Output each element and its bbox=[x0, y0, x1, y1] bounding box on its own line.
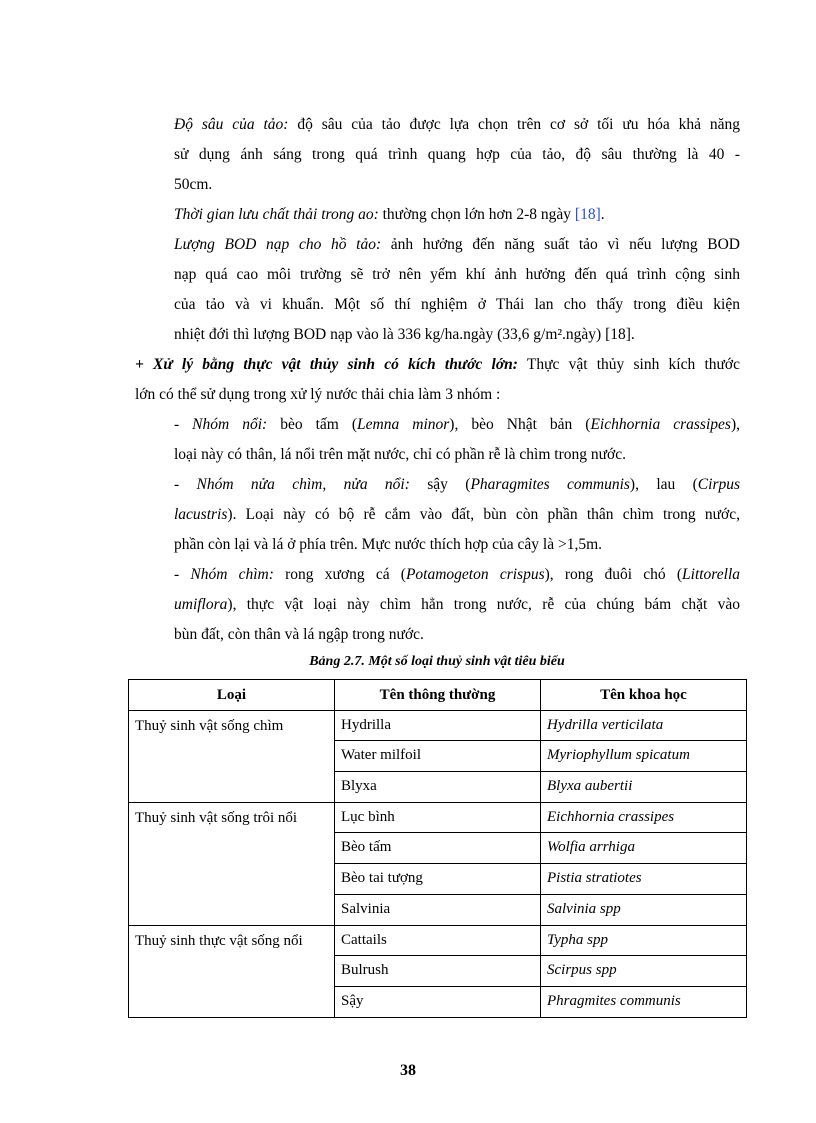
semi-group-line-3: phần còn lại và lá ở phía trên. Mực nước thích hợp của cây là >1,5m. bbox=[174, 536, 603, 553]
table-row bbox=[129, 925, 747, 956]
table-row bbox=[129, 710, 747, 741]
scientific-name-cell: Myriophyllum spicatum bbox=[541, 741, 747, 772]
table-row bbox=[129, 802, 747, 833]
depth-label: Độ sâu của tảo: bbox=[174, 116, 289, 133]
scientific-name-cell: Eichhornia crassipes bbox=[541, 802, 747, 833]
scientific-name-cell: Hydrilla verticilata bbox=[541, 710, 747, 741]
paragraph-retention-time: Thời gian lưu chất thải trong ao: thường chọn lớn hơn 2-8 ngày [18]. bbox=[174, 206, 605, 223]
paragraph-depth-line-1: Độ sâu của tảo: độ sâu của tảo được lựa chọn trên cơ sở tối ưu hóa khả năng bbox=[174, 116, 741, 133]
group-cell-floating: Thuỷ sinh vật sống trôi nổi bbox=[129, 802, 335, 925]
common-name-cell: Blyxa bbox=[335, 772, 541, 803]
common-name-cell: Bèo tấm bbox=[335, 833, 541, 864]
scientific-name-cell: Wolfia arrhiga bbox=[541, 833, 747, 864]
scientific-name-cell: Pistia stratiotes bbox=[541, 864, 747, 895]
macrophyte-heading: + Xử lý bằng thực vật thủy sinh có kích thước lớn: bbox=[135, 356, 518, 373]
scientific-name-cell: Blyxa aubertii bbox=[541, 772, 747, 803]
common-name-cell: Cattails bbox=[335, 925, 541, 956]
header-type: Loại bbox=[129, 680, 335, 711]
group-cell-submerged: Thuỷ sinh vật sống chìm bbox=[129, 710, 335, 802]
floating-group-line-2: loại này có thân, lá nổi trên mặt nước, chỉ có phần rễ là chìm trong nước. bbox=[174, 446, 626, 463]
scientific-name-cell: Phragmites communis bbox=[541, 986, 747, 1017]
floating-group-line-1: - Nhóm nổi: bèo tấm (Lemna minor), bèo Nhật bản (Eichhornia crassipes), bbox=[174, 416, 740, 433]
common-name-cell: Bèo tai tượng bbox=[335, 864, 541, 895]
submerged-group-line-2: umiflora), thực vật loại này chìm hẳn trong nước, rễ của chúng bám chặt vào bbox=[174, 596, 740, 613]
header-common-name: Tên thông thường bbox=[335, 680, 541, 711]
paragraph-macrophyte-line-2: lớn có thể sử dụng trong xử lý nước thải chia làm 3 nhóm : bbox=[135, 386, 501, 403]
paragraph-depth-line-3: 50cm. bbox=[174, 176, 213, 193]
species-table bbox=[128, 679, 747, 1018]
table-caption: Bảng 2.7. Một số loại thuỷ sinh vật tiêu biểu bbox=[309, 654, 565, 669]
common-name-cell: Lục bình bbox=[335, 802, 541, 833]
paragraph-macrophyte-line-1: + Xử lý bằng thực vật thủy sinh có kích thước lớn: Thực vật thủy sinh kích thước bbox=[135, 356, 740, 373]
semi-group-line-2: lacustris). Loại này có bộ rễ cắm vào đất, bùn còn phần thân chìm trong nước, bbox=[174, 506, 740, 523]
paragraph-bod-line-2: nạp quá cao môi trường sẽ trở nên yếm khí ảnh hưởng đến quá trình cộng sinh bbox=[174, 266, 740, 283]
scientific-name-cell: Salvinia spp bbox=[541, 894, 747, 925]
submerged-group-line-1: - Nhóm chìm: rong xương cá (Potamogeton crispus), rong đuôi chó (Littorella bbox=[174, 566, 741, 583]
common-name-cell: Salvinia bbox=[335, 894, 541, 925]
citation-link[interactable]: [18] bbox=[574, 206, 601, 223]
retention-label: Thời gian lưu chất thải trong ao: bbox=[174, 206, 379, 223]
semi-group-line-1: - Nhóm nửa chìm, nửa nổi: sậy (Pharagmites communis), lau (Cirpus bbox=[174, 476, 741, 493]
common-name-cell: Hydrilla bbox=[335, 710, 541, 741]
scientific-name-cell: Scirpus spp bbox=[541, 956, 747, 987]
common-name-cell: Bulrush bbox=[335, 956, 541, 987]
submerged-group-line-3: bùn đất, còn thân và lá ngập trong nước. bbox=[174, 626, 424, 643]
table-header-row bbox=[129, 680, 747, 711]
header-scientific-name: Tên khoa học bbox=[541, 680, 747, 711]
paragraph-bod-line-1: Lượng BOD nạp cho hồ tảo: ảnh hưởng đến năng suất tảo vì nếu lượng BOD bbox=[174, 236, 740, 253]
paragraph-bod-line-4: nhiệt đới thì lượng BOD nạp vào là 336 kg/ha.ngày (33,6 g/m².ngày) [18]. bbox=[174, 326, 635, 343]
paragraph-depth-line-2: sử dụng ánh sáng trong quá trình quang hợp của tảo, độ sâu thường là 40 - bbox=[174, 146, 740, 163]
group-cell-emergent: Thuỷ sinh thực vật sống nổi bbox=[129, 925, 335, 1017]
common-name-cell: Water milfoil bbox=[335, 741, 541, 772]
page-number: 38 bbox=[400, 1062, 416, 1079]
scientific-name-cell: Typha spp bbox=[541, 925, 747, 956]
common-name-cell: Sậy bbox=[335, 986, 541, 1017]
paragraph-bod-line-3: của tảo và vi khuẩn. Một số thí nghiệm ở Thái lan cho thấy trong điều kiện bbox=[174, 296, 740, 313]
bod-label: Lượng BOD nạp cho hồ tảo: bbox=[174, 236, 382, 253]
